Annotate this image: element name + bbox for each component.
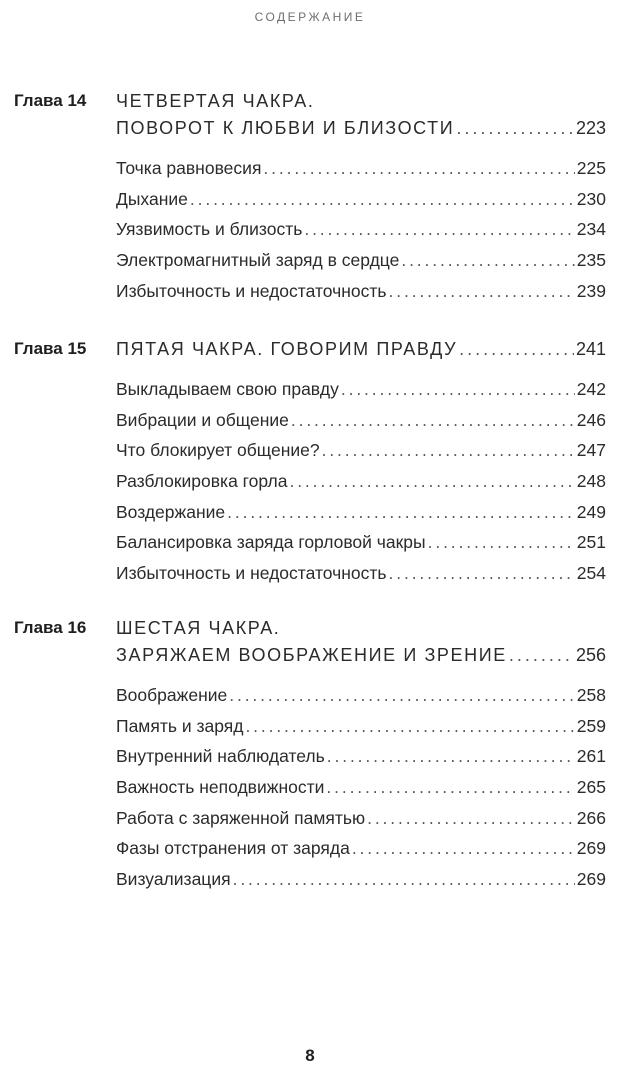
chapter-page-number: 241 xyxy=(575,339,606,359)
dot-leader xyxy=(389,558,575,589)
toc-entry[interactable]: Избыточность и недостаточность . . . 254 xyxy=(116,558,606,589)
dot-leader xyxy=(509,642,574,669)
toc-entry[interactable]: Что блокирует общение? . . . 247 xyxy=(116,435,606,466)
entry-list xyxy=(116,680,606,895)
chapter-label: Глава 16 xyxy=(14,618,87,637)
toc-entry[interactable]: Вибрации и общение . . . 246 xyxy=(116,405,606,436)
dot-leader xyxy=(459,336,574,363)
chapter-title-line: ПЯТАЯ ЧАКРА. ГОВОРИМ ПРАВДУ . . . 241 xyxy=(116,336,606,363)
toc-entry[interactable]: Воздержание . . . 249 xyxy=(116,497,606,528)
toc-entry[interactable]: Дыхание . . . 230 xyxy=(116,184,606,215)
dot-leader xyxy=(304,214,574,245)
dot-leader xyxy=(367,803,575,834)
chapter-body xyxy=(116,88,606,306)
toc-entry[interactable]: Электромагнитный заряд в сердце . . . 235 xyxy=(116,245,606,276)
page-number: 8 xyxy=(305,1046,315,1065)
dot-leader xyxy=(456,115,574,142)
toc-entry[interactable]: Важность неподвижности . . . 265 xyxy=(116,772,606,803)
dot-leader xyxy=(245,711,574,742)
toc-entry[interactable]: Визуализация . . . 269 xyxy=(116,864,606,895)
toc-entry[interactable]: Внутренний наблюдатель . . . 261 xyxy=(116,741,606,772)
toc-entry[interactable]: Уязвимость и близость . . . 234 xyxy=(116,214,606,245)
dot-leader xyxy=(389,276,575,307)
chapter-label: Глава 15 xyxy=(14,339,87,358)
chapter-title-line: ЧЕТВЕРТАЯ ЧАКРА. xyxy=(116,91,315,111)
dot-leader xyxy=(233,864,575,895)
toc-entry[interactable]: Память и заряд . . . 259 xyxy=(116,711,606,742)
chapter-page-number: 223 xyxy=(575,118,606,138)
toc-entry[interactable]: Фазы отстранения от заряда . . . 269 xyxy=(116,833,606,864)
chapter-body xyxy=(116,615,606,895)
chapter-title-line: ШЕСТАЯ ЧАКРА. xyxy=(116,618,281,638)
toc-entry[interactable]: Избыточность и недостаточность . . . 239 xyxy=(116,276,606,307)
running-header: СОДЕРЖАНИЕ xyxy=(254,10,366,24)
toc-entry[interactable]: Балансировка заряда горловой чакры . . . 251 xyxy=(116,527,606,558)
dot-leader xyxy=(428,527,575,558)
chapter-body xyxy=(116,336,606,589)
dot-leader xyxy=(322,435,575,466)
toc-entry[interactable]: Точка равновесия . . . 225 xyxy=(116,153,606,184)
toc-entry[interactable]: Разблокировка горла . . . 248 xyxy=(116,466,606,497)
chapter-page-number: 256 xyxy=(575,645,606,665)
dot-leader xyxy=(327,741,575,772)
entry-list xyxy=(116,374,606,589)
entry-list xyxy=(116,153,606,306)
dot-leader xyxy=(289,466,574,497)
chapter-title-line: ЗАРЯЖАЕМ ВООБРАЖЕНИЕ И ЗРЕНИЕ . . . 256 xyxy=(116,642,606,669)
dot-leader xyxy=(263,153,574,184)
dot-leader xyxy=(401,245,574,276)
dot-leader xyxy=(229,680,575,711)
chapter-title-line: ПОВОРОТ К ЛЮБВИ И БЛИЗОСТИ . . . 223 xyxy=(116,115,606,142)
dot-leader xyxy=(227,497,575,528)
toc-entry[interactable]: Работа с заряженной памятью . . . 266 xyxy=(116,803,606,834)
dot-leader xyxy=(190,184,575,215)
dot-leader xyxy=(326,772,574,803)
toc-entry[interactable]: Выкладываем свою правду . . . 242 xyxy=(116,374,606,405)
dot-leader xyxy=(352,833,575,864)
chapter-label: Глава 14 xyxy=(14,91,87,110)
dot-leader xyxy=(291,405,575,436)
toc-entry[interactable]: Воображение . . . 258 xyxy=(116,680,606,711)
dot-leader xyxy=(341,374,575,405)
